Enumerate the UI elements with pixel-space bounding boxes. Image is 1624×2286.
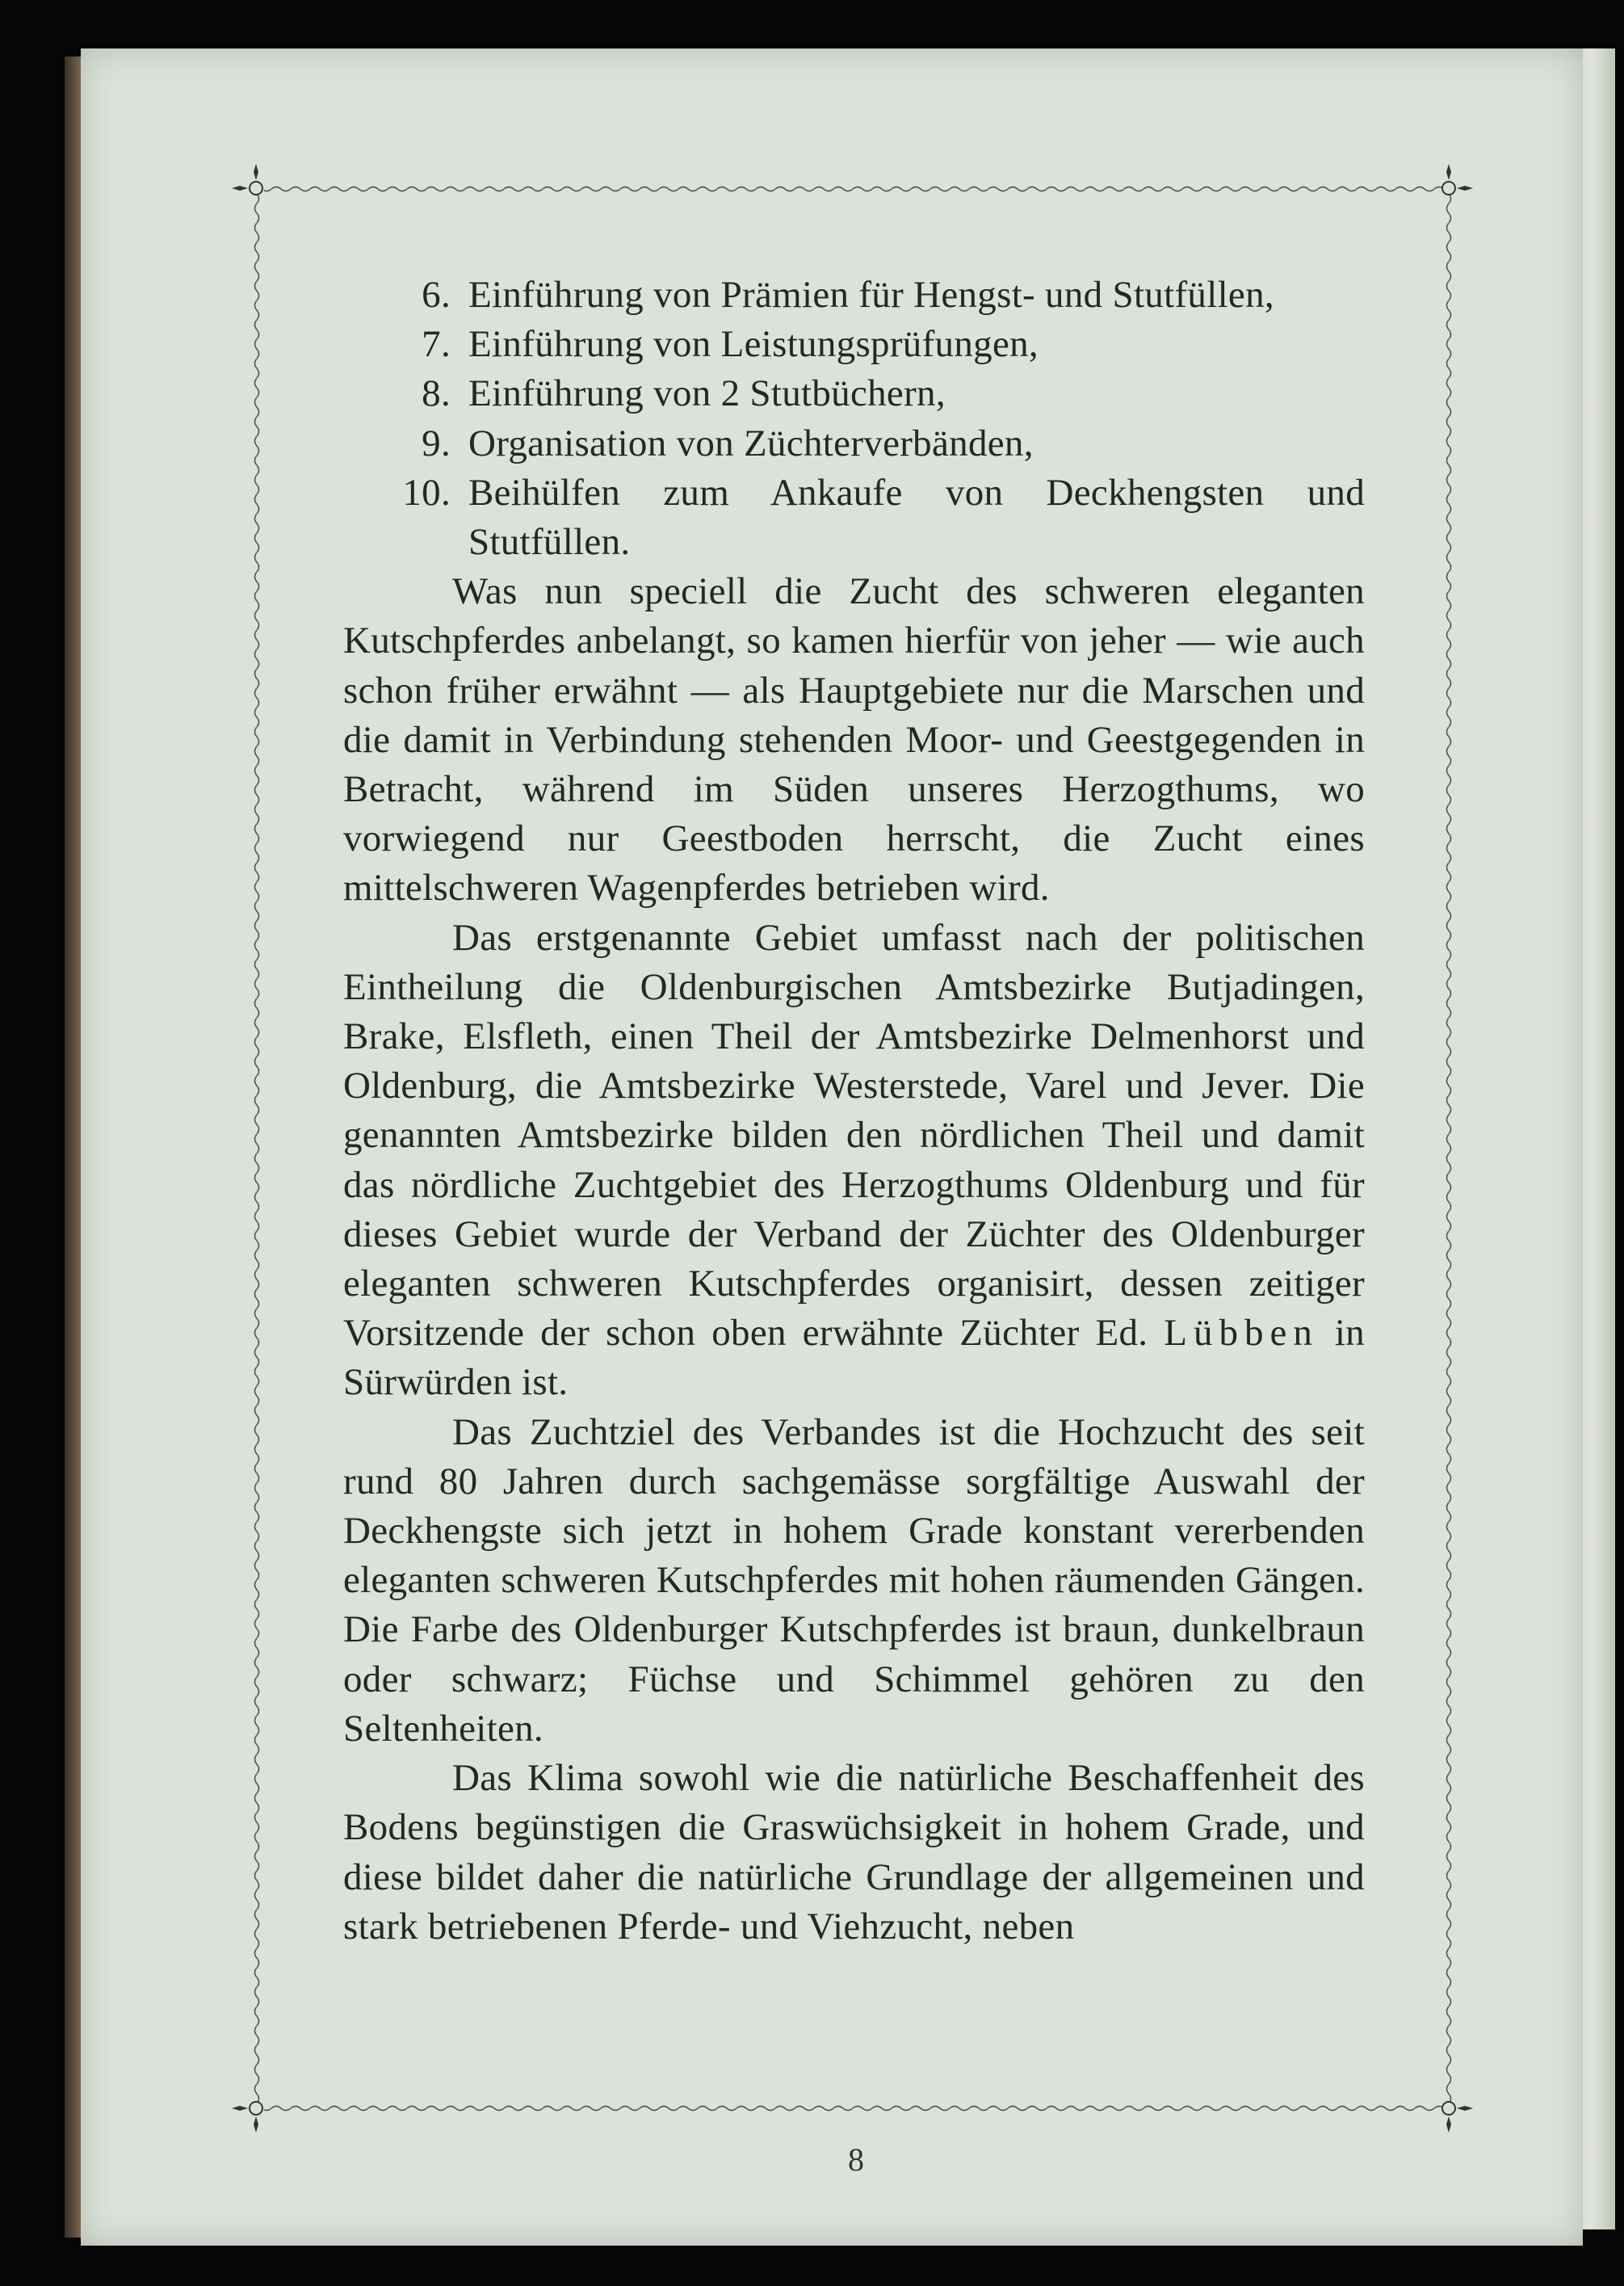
list-item-number: 7. — [422, 323, 451, 366]
list-item-number: 10. — [402, 471, 451, 514]
page-number: 8 — [848, 2141, 864, 2178]
page-body-text — [343, 271, 1365, 1952]
list-item-number: 8. — [422, 372, 451, 415]
list-item-text: Organisation von Züchterverbänden, — [468, 422, 1034, 464]
corner-ornament-top-left — [216, 148, 264, 196]
list-item — [343, 419, 1365, 469]
list-item-text: Einführung von Prämien für Hengst- und Stutfüllen, — [468, 274, 1274, 316]
paragraph-text: Das erstgenannte Gebiet umfasst nach der politischen Eintheilung die Oldenburgischen Amtsbezirke Butjadingen, Brake, Elsfleth, einen Theil der Amtsbezirke Delmenhorst und Oldenburg, die Amtsbezirke Westerstede, Varel und Jever. Die genannten Amtsbezirke bilden den nördlichen Theil und damit das nördliche Zuchtgebiet des Herzogthums Oldenburg und für dieses Gebiet wurde der Verband der Züchter des Oldenburger eleganten schweren Kutschpferdes organisirt, dessen zeitiger Vorsitzende der schon oben erwähnte Züchter Ed. — [343, 916, 1365, 1355]
paragraph-breeding-regions: Was nun speciell die Zucht des schweren eleganten Kutschpferdes anbelangt, so kamen hierfür von jeher — wie auch schon früher erwähnt — als Hauptgebiete nur die Marschen und die damit in Verbindung stehenden Moor- und Geestgegenden in Betracht, während im Süden unseres Herzogthums, wo vorwiegend nur Geestboden herrscht, die Zucht eines mittelschweren Wagenpferdes betrieben wird. — [343, 570, 1365, 910]
list-item-number: 9. — [422, 422, 451, 464]
list-item-number: 6. — [422, 274, 451, 316]
corner-ornament-bottom-right — [1441, 2100, 1489, 2149]
corner-ornament-top-right — [1441, 148, 1489, 196]
list-item — [343, 369, 1365, 418]
breeder-name: Lübben — [1164, 1312, 1319, 1355]
list-item-text: Beihülfen zum Ankaufe von Deckhengsten und Stutfüllen. — [468, 471, 1365, 564]
list-item — [343, 320, 1365, 369]
paragraph-breeding-goal: Das Zuchtziel des Verbandes ist die Hochzucht des seit rund 80 Jahren durch sachgemässe sorgfältige Auswahl der Deckhengste sich jetzt in hohem Grade konstant vererbenden eleganten schweren Kutschpferdes mit hohen räumenden Gängen. Die Farbe des Oldenburger Kutschpferdes ist braun, dunkelbraun oder schwarz; Füchse und Schimmel gehören zu den Seltenheiten. — [343, 1410, 1365, 1750]
paragraph-northern-district — [343, 914, 1365, 1408]
paragraph-climate-soil: Das Klima sowohl wie die natürliche Beschaffenheit des Bodens begünstigen die Graswüchsigkeit in hohem Grade, und diese bildet daher die natürliche Grundlage der allgemeinen und stark betriebenen Pferde- und Viehzucht, neben — [343, 1757, 1365, 1948]
paragraph-text: in Sürwürden ist. — [343, 1312, 1365, 1404]
list-item — [343, 469, 1365, 567]
list-item-text: Einführung von Leistungsprüfungen, — [468, 323, 1039, 366]
corner-ornament-bottom-left — [216, 2100, 264, 2149]
list-item-text: Einführung von 2 Stutbüchern, — [468, 372, 946, 415]
list-item — [343, 271, 1365, 320]
